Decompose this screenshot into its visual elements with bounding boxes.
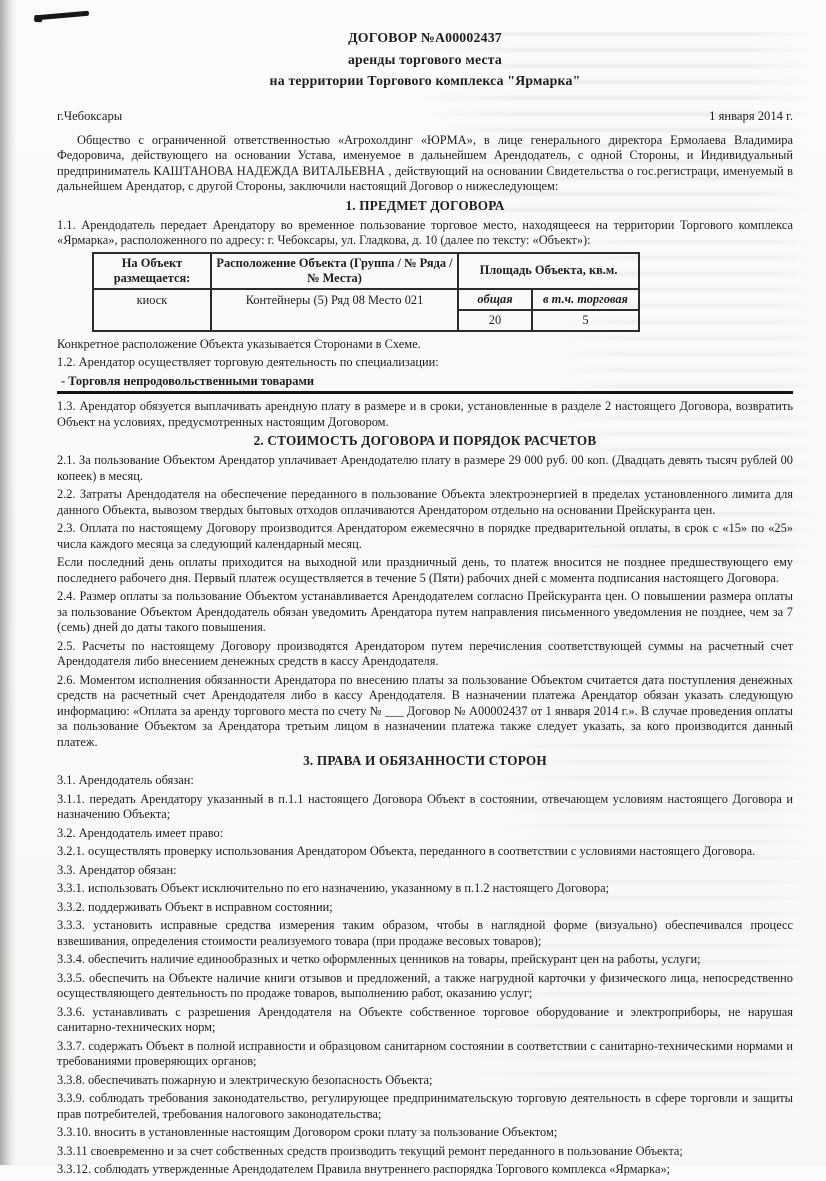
- scan-left-edge-shadow: [0, 0, 16, 1165]
- table-subheader-row: [93, 289, 639, 310]
- title-contract-number: ДОГОВОР №А00002437: [348, 30, 502, 45]
- document-content: [57, 0, 793, 1181]
- cell-placement: киоск: [93, 289, 211, 331]
- clause-3-3-1: 3.3.1. использовать Объект исключительно по его назначению, указанному в п.1.2 настоящего Договора;: [57, 881, 610, 895]
- clause-1-1: 1.1. Арендодатель передает Арендатору во временное пользование торговое место, находящееся на территории Торгового комплекса «Ярмарка», расположенного по адресу: г. Чебоксары, ул. Гладкова, д. 10 (далее по тексту: «Объект»):: [57, 217, 793, 247]
- cell-area-trade-value: 5: [532, 310, 639, 331]
- clause-3-3-10: 3.3.10. вносить в установленные настоящим Договором сроки плату за пользование Объектом;: [57, 1125, 558, 1139]
- title-territory: на территории Торгового комплекса "Ярмарка": [269, 73, 581, 88]
- cell-location: Контейнеры (5) Ряд 08 Место 021: [211, 289, 458, 331]
- clause-1-3: 1.3. Арендатор обязуется выплачивать арендную плату в размере и в сроки, установленные в разделе 2 настоящего Договора, возвратить Объект на условиях, предусмотренных настоящим Договором.: [57, 399, 793, 429]
- clause-2-6: 2.6. Моментом исполнения обязанности Арендатора по внесению платы за пользование Объектом считается дата поступления денежных средств на расчетный счет Арендодателя либо в кассу Арендодателя. В назначении платежа Арендатор обязан указать следующую информацию: «Оплата за аренду торгового места по счету № ___ Договор № А00002437 от 1 января 2014 г.». В случае проведения оплаты за пользование Объектом за Арендатора третьим лицом в назначении платежа также следует указать, за кого производится данный платеж.: [57, 672, 793, 749]
- scheme-note: Конкретное расположение Объекта указывается Сторонами в Схеме.: [57, 336, 421, 351]
- cell-area-total-value: 20: [458, 310, 532, 331]
- header-area: Площадь Объекта, кв.м.: [458, 253, 639, 289]
- clause-1-2: 1.2. Арендатор осуществляет торговую деятельность по специализации:: [57, 355, 439, 369]
- contract-date: 1 января 2014 г.: [709, 108, 793, 123]
- section-2-heading: 2. СТОИМОСТЬ ДОГОВОРА И ПОРЯДОК РАСЧЕТОВ: [253, 433, 597, 448]
- clause-3-3-6: 3.3.6. устанавливать с разрешения Арендодателя на Объекте собственное торговое оборудование и электроприборы, не нарушая санитарно-технических норм;: [57, 1004, 793, 1034]
- clause-3-2-1: 3.2.1. осуществлять проверку использования Арендатором Объекта, переданного в соответствии с условиями настоящего Договора.: [57, 844, 756, 858]
- clause-3-3-7: 3.3.7. содержать Объект в полной исправности и образцовом санитарном состоянии в соответствии с санитарно-техническими нормами и требованиями проверяющих органов;: [57, 1038, 793, 1068]
- object-parameters-table: [92, 252, 640, 332]
- cell-area-trade-label: в т.ч. торговая: [532, 289, 639, 310]
- title-subject: аренды торгового места: [347, 51, 503, 67]
- place-date-row: [57, 109, 793, 124]
- clause-3-3-4: 3.3.4. обеспечить наличие единообразных и четко оформленных ценников на товары, прейскурант цен на работы, услуги;: [57, 952, 701, 966]
- clause-3-3-12: 3.3.12. соблюдать утвержденные Арендодателем Правила внутреннего распорядка Торгового комплекса «Ярмарка»;: [57, 1162, 671, 1176]
- table-header-row: [93, 253, 639, 289]
- parties-paragraph: Общество с ограниченной ответственностью «Агрохолдинг «ЮРМА», в лице генерального директора Ермолаева Владимира Федоровича, действующего на основании Устава, именуемое в дальнейшем Арендодатель, с одной Стороны, и Индивидуальный предприниматель КАШТАНОВА НАДЕЖДА ВИТАЛЬЕВНА , действующий на основании Свидетельства о гос.регистраци, именуемый в дальнейшем Арендатор, с другой Стороны, заключили настоящий Договор о нижеследующем:: [57, 132, 793, 193]
- clause-2-1: 2.1. За пользование Объектом Арендатор уплачивает Арендодателю плату в размере 29 000 руб. 00 коп. (Двадцать девять тысяч рублей 00 копеек) в месяц.: [57, 453, 793, 483]
- clause-2-3: 2.3. Оплата по настоящему Договору производится Арендатором ежемесячно в порядке предварительной оплаты, в срок с «15» по «25» числа каждого месяца за следующий календарный месяц.: [57, 521, 793, 551]
- section-3-heading: 3. ПРАВА И ОБЯЗАННОСТИ СТОРОН: [303, 753, 547, 768]
- clause-3-3-2: 3.3.2. поддерживать Объект в исправном состоянии;: [57, 899, 333, 914]
- cell-area-total-label: общая: [458, 289, 532, 310]
- header-location: Расположение Объекта (Группа / № Ряда / № Места): [211, 253, 458, 289]
- clause-3-3: 3.3. Арендатор обязан:: [57, 862, 177, 877]
- document-title: [57, 27, 793, 92]
- contract-city: г.Чебоксары: [57, 108, 123, 123]
- section-1-heading: 1. ПРЕДМЕТ ДОГОВОРА: [345, 197, 505, 213]
- clause-3-3-5: 3.3.5. обеспечить на Объекте наличие книги отзывов и предложений, а также нагрудной карточки у физического лица, непосредственно осуществляющего деятельность по продаже товаров, выполнению работ, оказанию услуг;: [57, 970, 793, 1000]
- clause-2-4: 2.4. Размер оплаты за пользование Объектом устанавливается Арендодателем согласно Прейскуранта цен. О повышении размера оплаты за пользование Объектом Арендодатель обязан уведомить Арендатора путем направления письменного уведомления не позднее, чем за 7 (семь) дней до даты такого повышения.: [57, 589, 793, 634]
- specialization-line: - Торговля непродовольственными товарами: [57, 374, 793, 395]
- clause-3-2: 3.2. Арендодатель имеет право:: [57, 825, 224, 840]
- header-placement: На Объект размещается:: [93, 253, 211, 289]
- clause-3-3-11: 3.3.11 своевременно и за счет собственных средств производить текущий ремонт переданного в пользование Объекта;: [57, 1143, 683, 1158]
- clause-3-3-9: 3.3.9. соблюдать требования законодательство, регулирующее предпринимательскую торговую деятельность в сфере торговли и защиты прав потребителей, требования налогового законодательства;: [57, 1091, 793, 1121]
- clause-3-1-1: 3.1.1. передать Арендатору указанный в п.1.1 настоящего Договора Объект в состоянии, отвечающем условиям настоящего Договора и назначению Объекта;: [57, 791, 793, 821]
- clause-3-1: 3.1. Арендодатель обязан:: [57, 773, 194, 787]
- clause-2-3-note: Если последний день оплаты приходится на выходной или праздничный день, то платеж вносится не позднее предшествующего ему последнего рабочего дня. Первый платеж осуществляется в течение 5 (Пяти) рабочих дней с момента подписания настоящего Договора.: [57, 555, 793, 585]
- clause-3-3-3: 3.3.3. установить исправные средства измерения таким образом, чтобы в наглядной форме (визуально) обеспечивался процесс взвешивания, определения стоимости реализуемого товара (при продаже весовых товаров);: [57, 918, 793, 948]
- clause-3-3-8: 3.3.8. обеспечивать пожарную и электрическую безопасность Объекта;: [57, 1072, 433, 1087]
- clause-2-2: 2.2. Затраты Арендодателя на обеспечение переданного в пользование Объекта электроэнергией в пределах установленного лимита для данного Объекта, вывозом твердых бытовых отходов оплачиваются Арендатором отдельно на основании Прейскуранта цен.: [57, 487, 793, 517]
- clause-2-5: 2.5. Расчеты по настоящему Договору производятся Арендатором путем перечисления соответствующей суммы на расчетный счет Арендодателя либо внесением денежных средств в кассу Арендодателя.: [57, 638, 793, 668]
